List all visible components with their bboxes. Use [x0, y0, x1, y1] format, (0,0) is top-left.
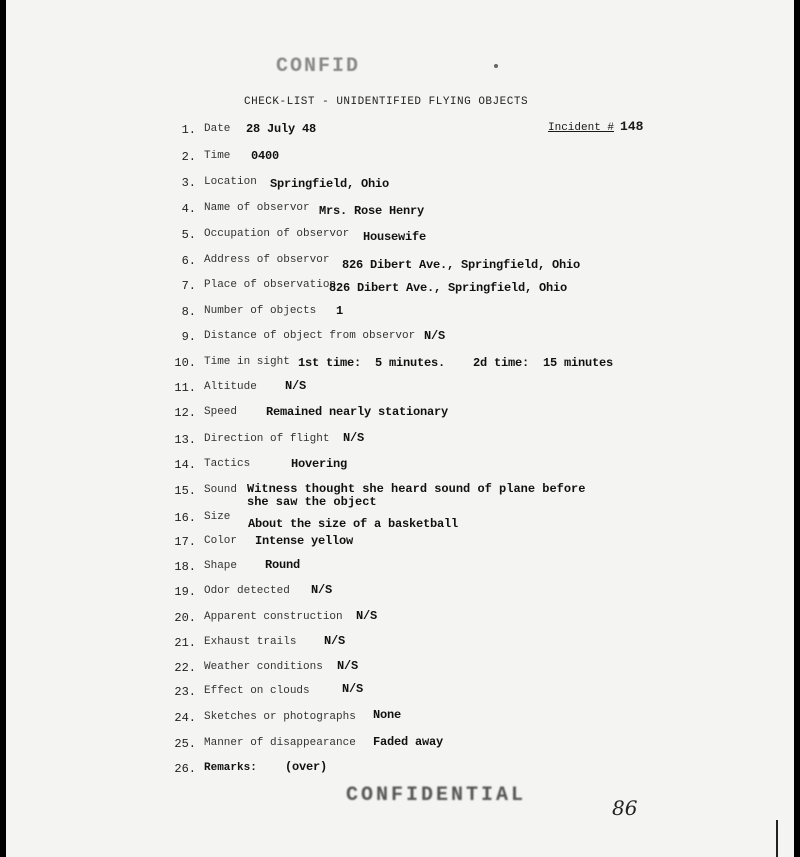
item-number: 23. — [174, 685, 196, 699]
item-number: 14. — [174, 458, 196, 472]
ink-speck — [494, 64, 498, 68]
page-edge-mark — [776, 820, 778, 857]
item-value: N/S — [356, 609, 378, 623]
item-label: Direction of flight — [204, 433, 330, 445]
item-value: 1 — [336, 304, 344, 318]
item-label: Size — [204, 511, 231, 523]
item-value: Faded away — [373, 735, 444, 749]
item-number: 22. — [174, 661, 196, 675]
item-label: Time in sight — [204, 356, 290, 368]
item-number: 17. — [174, 535, 196, 549]
item-label: Place of observation — [204, 279, 337, 291]
item-number: 18. — [174, 560, 196, 574]
item-value: Housewife — [363, 230, 427, 244]
incident-label: Incident # — [548, 122, 615, 134]
item-number: 9. — [181, 330, 196, 344]
item-value: Hovering — [291, 457, 348, 471]
item-number: 7. — [181, 279, 196, 293]
item-value: 0400 — [251, 149, 280, 163]
incident-value: 148 — [620, 119, 644, 134]
item-value: Springfield, Ohio — [270, 177, 390, 191]
item-label: Color — [204, 535, 238, 547]
item-number: 21. — [174, 636, 196, 650]
item-label: Altitude — [204, 381, 257, 393]
item-label: Weather conditions — [204, 661, 323, 673]
item-value: (over) — [285, 760, 328, 774]
item-value: 28 July 48 — [246, 122, 317, 136]
item-value: Round — [265, 558, 301, 572]
item-label: Shape — [204, 560, 238, 572]
item-number: 20. — [174, 611, 196, 625]
item-value: N/S — [285, 379, 307, 393]
item-number: 10. — [174, 356, 196, 370]
item-number: 12. — [174, 406, 196, 420]
item-value: 826 Dibert Ave., Springfield, Ohio — [329, 281, 568, 295]
item-label: Address of observor — [204, 254, 330, 266]
item-value: N/S — [311, 583, 333, 597]
handwritten-page-number: 86 — [612, 796, 638, 820]
item-label: Number of objects — [204, 305, 317, 317]
item-label: Effect on clouds — [204, 685, 310, 697]
item-value: Intense yellow — [255, 534, 354, 548]
item-number: 8. — [181, 305, 196, 319]
item-number: 15. — [174, 484, 196, 498]
item-value: Remained nearly stationary — [266, 405, 449, 419]
item-value: None — [373, 708, 402, 722]
item-number: 19. — [174, 585, 196, 599]
item-number: 5. — [181, 228, 196, 242]
item-value: 1st time: 5 minutes. 2d time: 15 minutes — [298, 356, 614, 370]
item-number: 25. — [174, 737, 196, 751]
item-value: 826 Dibert Ave., Springfield, Ohio — [342, 258, 581, 272]
form-title: CHECK-LIST - UNIDENTIFIED FLYING OBJECTS — [244, 96, 529, 108]
item-value: Mrs. Rose Henry — [319, 204, 425, 218]
item-value: N/S — [324, 634, 346, 648]
item-number: 6. — [181, 254, 196, 268]
item-number: 1. — [181, 123, 196, 137]
item-label: Sketches or photographs — [204, 711, 356, 723]
item-number: 16. — [174, 511, 196, 525]
item-number: 3. — [181, 176, 196, 190]
classification-stamp-bottom: CONFIDENTIAL — [346, 784, 527, 807]
item-value: N/S — [342, 682, 364, 696]
item-label: Manner of disappearance — [204, 737, 356, 749]
item-label: Time — [204, 150, 231, 162]
item-number: 11. — [174, 381, 196, 395]
item-label: Exhaust trails — [204, 636, 297, 648]
item-label: Sound — [204, 484, 238, 496]
item-value: Witness thought she heard sound of plane before she saw the object — [247, 482, 586, 509]
item-number: 2. — [181, 150, 196, 164]
item-value: N/S — [343, 431, 365, 445]
item-number: 26. — [174, 762, 196, 776]
item-label: Location — [204, 176, 257, 188]
item-number: 24. — [174, 711, 196, 725]
classification-stamp-top: CONFID — [276, 55, 361, 78]
item-label: Occupation of observor — [204, 228, 350, 240]
item-value: About the size of a basketball — [248, 517, 459, 531]
item-number: 13. — [174, 433, 196, 447]
item-value: N/S — [424, 329, 446, 343]
item-label: Remarks: — [204, 762, 257, 774]
item-value: N/S — [337, 659, 359, 673]
item-label: Date — [204, 123, 231, 135]
incident-number — [548, 119, 643, 134]
item-number: 4. — [181, 202, 196, 216]
item-label: Distance of object from observor — [204, 330, 416, 342]
item-label: Speed — [204, 406, 238, 418]
item-label: Tactics — [204, 458, 251, 470]
item-label: Name of observor — [204, 202, 310, 214]
item-label: Apparent construction — [204, 611, 343, 623]
document-page — [6, 0, 794, 857]
item-label: Odor detected — [204, 585, 290, 597]
